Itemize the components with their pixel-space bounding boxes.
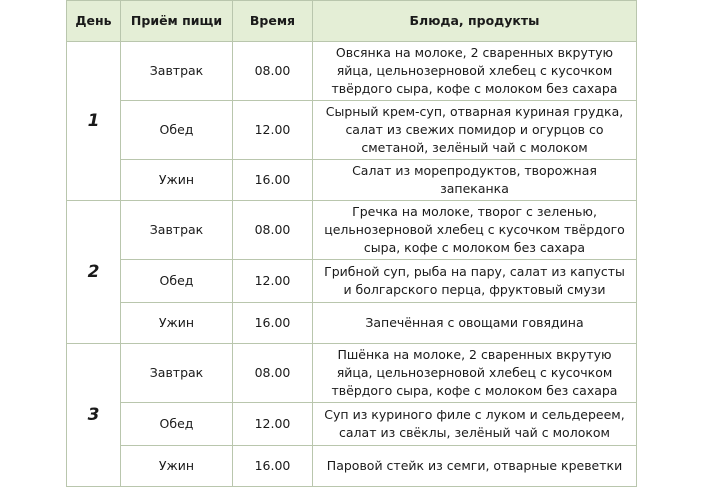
header-row (67, 1, 637, 42)
meal-time: 16.00 (233, 446, 313, 487)
meal-food: Запечённая с овощами говядина (313, 303, 637, 344)
table-row (67, 344, 637, 403)
meal-food: Суп из куриного филе с луком и сельдереем, салат из свёклы, зелёный чай с молоком (313, 403, 637, 446)
table-row (67, 303, 637, 344)
meal-food: Сырный крем-суп, отварная куриная грудка, салат из свежих помидор и огурцов со сметаной, зелёный чай с молоком (313, 101, 637, 160)
meal-name: Обед (121, 403, 233, 446)
table-row (67, 446, 637, 487)
table-header (67, 1, 637, 42)
meal-time: 16.00 (233, 160, 313, 201)
meal-name: Завтрак (121, 201, 233, 260)
table-row (67, 101, 637, 160)
meal-name: Обед (121, 260, 233, 303)
meal-time: 12.00 (233, 403, 313, 446)
meal-food: Паровой стейк из семги, отварные креветки (313, 446, 637, 487)
meal-time: 12.00 (233, 101, 313, 160)
meal-food: Овсянка на молоке, 2 сваренных вкрутую яйца, цельнозерновой хлебец с кусочком твёрдого сыра, кофе с молоком без сахара (313, 42, 637, 101)
header-meal: Приём пищи (121, 1, 233, 42)
day-number: 3 (67, 344, 121, 487)
table-row (67, 201, 637, 260)
meal-food: Грибной суп, рыба на пару, салат из капусты и болгарского перца, фруктовый смузи (313, 260, 637, 303)
meal-time: 12.00 (233, 260, 313, 303)
meal-food: Пшёнка на молоке, 2 сваренных вкрутую яйца, цельнозерновой хлебец с кусочком твёрдого сыра, кофе с молоком без сахара (313, 344, 637, 403)
meal-time: 16.00 (233, 303, 313, 344)
meal-name: Ужин (121, 446, 233, 487)
meal-name: Ужин (121, 303, 233, 344)
meal-time: 08.00 (233, 42, 313, 101)
meal-food: Гречка на молоке, творог с зеленью, цельнозерновой хлебец с кусочком твёрдого сыра, кофе с молоком без сахара (313, 201, 637, 260)
day-number: 2 (67, 201, 121, 344)
meal-time: 08.00 (233, 344, 313, 403)
table-row (67, 260, 637, 303)
table-row (67, 42, 637, 101)
table-row (67, 160, 637, 201)
header-food: Блюда, продукты (313, 1, 637, 42)
meal-name: Ужин (121, 160, 233, 201)
meal-name: Завтрак (121, 344, 233, 403)
header-time: Время (233, 1, 313, 42)
meal-plan-table (66, 0, 637, 487)
meal-name: Обед (121, 101, 233, 160)
table-body (67, 42, 637, 487)
meal-time: 08.00 (233, 201, 313, 260)
day-number: 1 (67, 42, 121, 201)
meal-food: Салат из морепродуктов, творожная запеканка (313, 160, 637, 201)
meal-name: Завтрак (121, 42, 233, 101)
header-day: День (67, 1, 121, 42)
table-row (67, 403, 637, 446)
